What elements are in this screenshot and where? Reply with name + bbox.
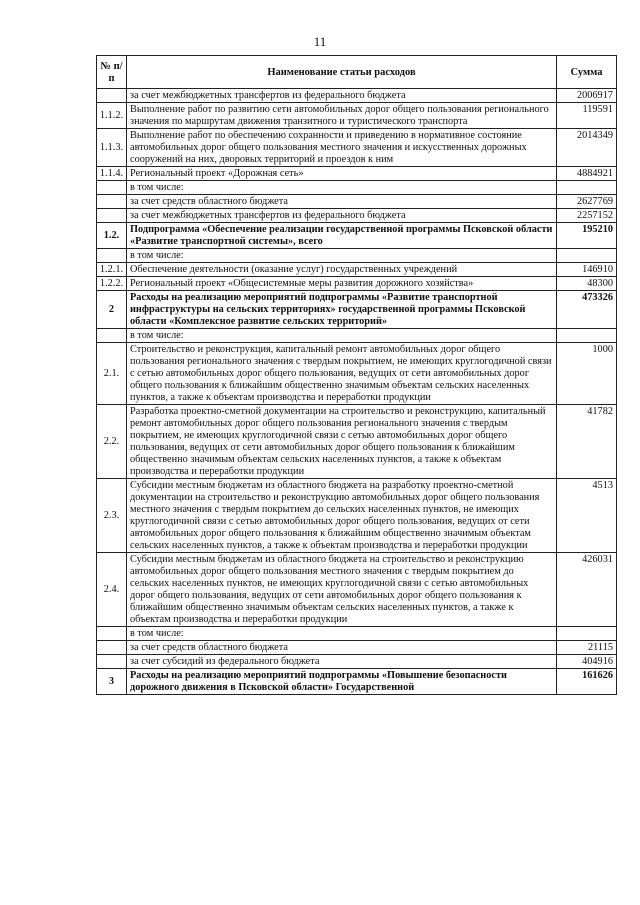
table-row [97, 553, 617, 627]
row-number [97, 641, 127, 655]
table-row [97, 103, 617, 129]
row-name: Субсидии местным бюджетам из областного бюджета на строительство и реконструкцию автомобильных дорог общего пользования местного значения с твердым покрытием до сельских населенных пунктов, не имеющих круглогодичной связи с сетью автомобильных дорог общего пользования, ведущих от сети автомобильных дорог общего пользования к ближайшим общественно значимым объектам сельских населенных пунктов, а также к объектам производства и переработки продукции [127, 553, 557, 627]
row-sum: 4513 [557, 479, 617, 553]
row-number: 1.2.1. [97, 263, 127, 277]
row-name: в том числе: [127, 249, 557, 263]
table-row [97, 167, 617, 181]
row-name: Подпрограмма «Обеспечение реализации государственной программы Псковской области «Развитие транспортной системы», всего [127, 223, 557, 249]
table-row [97, 195, 617, 209]
row-sum [557, 329, 617, 343]
row-sum [557, 627, 617, 641]
row-name: за счет межбюджетных трансфертов из федерального бюджета [127, 89, 557, 103]
table-row [97, 669, 617, 695]
row-name: Выполнение работ по развитию сети автомобильных дорог общего пользования регионального значения по маршрутам движения транзитного и туристического транспорта [127, 103, 557, 129]
row-number: 2 [97, 291, 127, 329]
row-number [97, 627, 127, 641]
row-sum: 21115 [557, 641, 617, 655]
row-sum: 404916 [557, 655, 617, 669]
row-number [97, 195, 127, 209]
row-number: 1.1.2. [97, 103, 127, 129]
table-row [97, 641, 617, 655]
row-name: Расходы на реализацию мероприятий подпрограммы «Повышение безопасности дорожного движения в Псковской области» Государственной [127, 669, 557, 695]
row-name: за счет средств областного бюджета [127, 641, 557, 655]
row-sum [557, 249, 617, 263]
row-name: Субсидии местным бюджетам из областного бюджета на разработку проектно-сметной документации на строительство и реконструкцию автомобильных дорог общего пользования местного значения с твердым покрытием до сельских населенных пунктов, не имеющих круглогодичной связи с сетью автомобильных дорог общего пользования, ведущих от сети автомобильных дорог общего пользования к ближайшим общественно значимым объектам сельских населенных пунктов, а также к объектам производства и переработки продукции [127, 479, 557, 553]
row-sum: 41782 [557, 405, 617, 479]
row-name: в том числе: [127, 329, 557, 343]
row-sum: 1000 [557, 343, 617, 405]
table-row [97, 479, 617, 553]
row-number: 1.1.3. [97, 129, 127, 167]
row-sum: 2014349 [557, 129, 617, 167]
row-sum: 2627769 [557, 195, 617, 209]
table-row [97, 181, 617, 195]
row-sum [557, 181, 617, 195]
row-name: в том числе: [127, 627, 557, 641]
row-sum: 2257152 [557, 209, 617, 223]
row-sum: 119591 [557, 103, 617, 129]
row-number: 1.2.2. [97, 277, 127, 291]
row-number: 1.1.4. [97, 167, 127, 181]
table-row [97, 291, 617, 329]
row-number [97, 89, 127, 103]
row-sum: 195210 [557, 223, 617, 249]
row-number [97, 249, 127, 263]
row-name: в том числе: [127, 181, 557, 195]
row-name: Выполнение работ по обеспечению сохранности и приведению в нормативное состояние автомобильных дорог общего пользования местного значения и искусственных дорожных сооружений на них, дворовых территорий и проездов к ним [127, 129, 557, 167]
row-number: 2.3. [97, 479, 127, 553]
row-name: Строительство и реконструкция, капитальный ремонт автомобильных дорог общего пользования регионального значения с твердым покрытием, не имеющих круглогодичной связи с сетью автомобильных дорог общего пользования, ведущих от сети автомобильных дорог общего пользования к ближайшим общественно значимым объектам сельских населенных пунктов, а также к объектам производства и переработки продукции [127, 343, 557, 405]
table-row [97, 277, 617, 291]
header-num: № п/п [97, 56, 127, 89]
row-sum: 146910 [557, 263, 617, 277]
table-row [97, 655, 617, 669]
row-name: Расходы на реализацию мероприятий подпрограммы «Развитие транспортной инфраструктуры на сельских территориях» государственной программы Псковской области «Комплексное развитие сельских территорий» [127, 291, 557, 329]
row-number: 2.1. [97, 343, 127, 405]
table-body [97, 89, 617, 695]
row-number [97, 181, 127, 195]
row-number [97, 209, 127, 223]
row-sum: 161626 [557, 669, 617, 695]
row-name: за счет межбюджетных трансфертов из федерального бюджета [127, 209, 557, 223]
row-sum: 48300 [557, 277, 617, 291]
row-name: за счет средств областного бюджета [127, 195, 557, 209]
header-name: Наименование статьи расходов [127, 56, 557, 89]
row-name: Разработка проектно-сметной документации на строительство и реконструкцию, капитальный ремонт автомобильных дорог общего пользования регионального значения с твердым покрытием, не имеющих круглогодичной связи с сетью автомобильных дорог общего пользования, ведущих от сети автомобильных дорог общего пользования к ближайшим общественно значимым объектам сельских населенных пунктов, а также к объектам производства и переработки продукции [127, 405, 557, 479]
table-row [97, 249, 617, 263]
table-row [97, 209, 617, 223]
row-name: Региональный проект «Общесистемные меры развития дорожного хозяйства» [127, 277, 557, 291]
table-row [97, 627, 617, 641]
table-header-row [97, 56, 617, 89]
row-sum: 2006917 [557, 89, 617, 103]
row-number [97, 655, 127, 669]
table-row [97, 263, 617, 277]
table-row [97, 329, 617, 343]
row-sum: 426031 [557, 553, 617, 627]
row-number: 1.2. [97, 223, 127, 249]
row-name: Региональный проект «Дорожная сеть» [127, 167, 557, 181]
row-sum: 4884921 [557, 167, 617, 181]
page-number: 11 [313, 34, 327, 49]
row-sum: 473326 [557, 291, 617, 329]
table-row [97, 89, 617, 103]
row-number: 3 [97, 669, 127, 695]
table-row [97, 343, 617, 405]
table-row [97, 405, 617, 479]
row-name: за счет субсидий из федерального бюджета [127, 655, 557, 669]
row-number: 2.2. [97, 405, 127, 479]
expenses-table [96, 55, 617, 695]
header-sum: Сумма [557, 56, 617, 89]
row-number: 2.4. [97, 553, 127, 627]
row-number [97, 329, 127, 343]
table-row [97, 129, 617, 167]
table-row [97, 223, 617, 249]
row-name: Обеспечение деятельности (оказание услуг) государственных учреждений [127, 263, 557, 277]
